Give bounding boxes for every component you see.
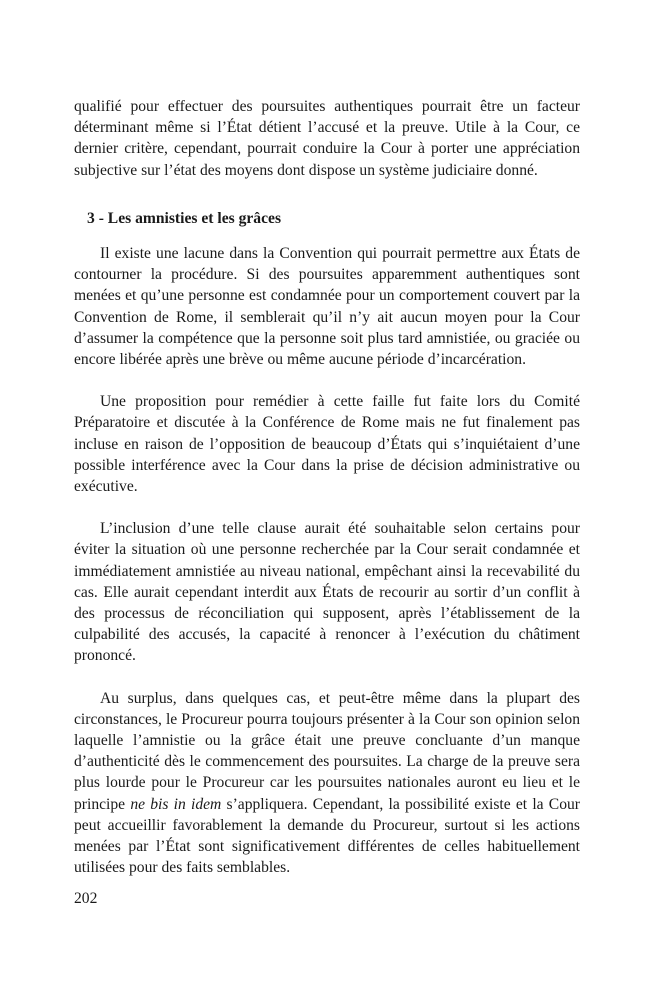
paragraph-inclusion: L’inclusion d’une telle clause aurait été souhaitable selon certains pour éviter la situation où une personne recherchée par la Cour serait condamnée et immédiatement amnistiée au niveau national, empêchant ainsi la recevabilité du cas. Elle aurait cependant interdit aux États de recourir au sortir d’un conflit à des processus de réconciliation qui supposent, après l’établissement de la culpabilité des accusés, la capacité à renoncer à l’exécution du châtiment prononcé.: [74, 520, 580, 665]
paragraph-proposition: Une proposition pour remédier à cette faille fut faite lors du Comité Préparatoire et discutée à la Conférence de Rome mais ne fut finalement pas incluse en raison de l’opposition de beaucoup d’États qui s’inquiétaient d’une possible interférence avec la Cour dans la prise de décision administrative ou exécutive.: [74, 393, 580, 496]
latin-term: ne bis in idem: [130, 795, 222, 813]
paragraph-surplus: [74, 688, 580, 879]
paragraph-surplus-text-2: s’appliquera. Cependant, la possibilité existe et la Cour peut accueillir favorablement la demande du Procureur, surtout si les actions menées par l’État sont significativement différentes de celles habituellement utilisées pour des faits semblables.: [74, 795, 580, 877]
page-body: [74, 96, 580, 879]
page-number: 202: [74, 890, 98, 907]
paragraph-lacune: Il existe une lacune dans la Convention qui pourrait permettre aux États de contourner la procédure. Si des poursuites apparemment authentiques sont menées et qu’une personne est condamnée pour un comportement couvert par la Convention de Rome, il semblerait qu’il n’y ait aucun moyen pour la Cour d’assumer la compétence que la personne soit plus tard amnistiée, ou graciée ou encore libérée après une brève ou même aucune période d’incarcération.: [74, 245, 580, 369]
section-heading: 3 - Les amnisties et les grâces: [87, 209, 282, 227]
paragraph-surplus-text-1: Au surplus, dans quelques cas, et peut-être même dans la plupart des circonstances, le Procureur pourra toujours présenter à la Cour son opinion selon laquelle l’amnistie ou la grâce était une preuve concluante d’un manque d’authenticité dès le commencement des poursuites. La charge de la preuve sera plus lourde pour le Procureur car les poursuites nationales auront eu lieu et le principe: [74, 689, 580, 813]
opening-paragraph: qualifié pour effectuer des poursuites authentiques pourrait être un facteur déterminant même si l’État détient l’accusé et la preuve. Utile à la Cour, ce dernier critère, cependant, pourrait conduire la Cour à porter une appréciation subjective sur l’état des moyens dont dispose un système judiciaire donné.: [74, 98, 580, 179]
